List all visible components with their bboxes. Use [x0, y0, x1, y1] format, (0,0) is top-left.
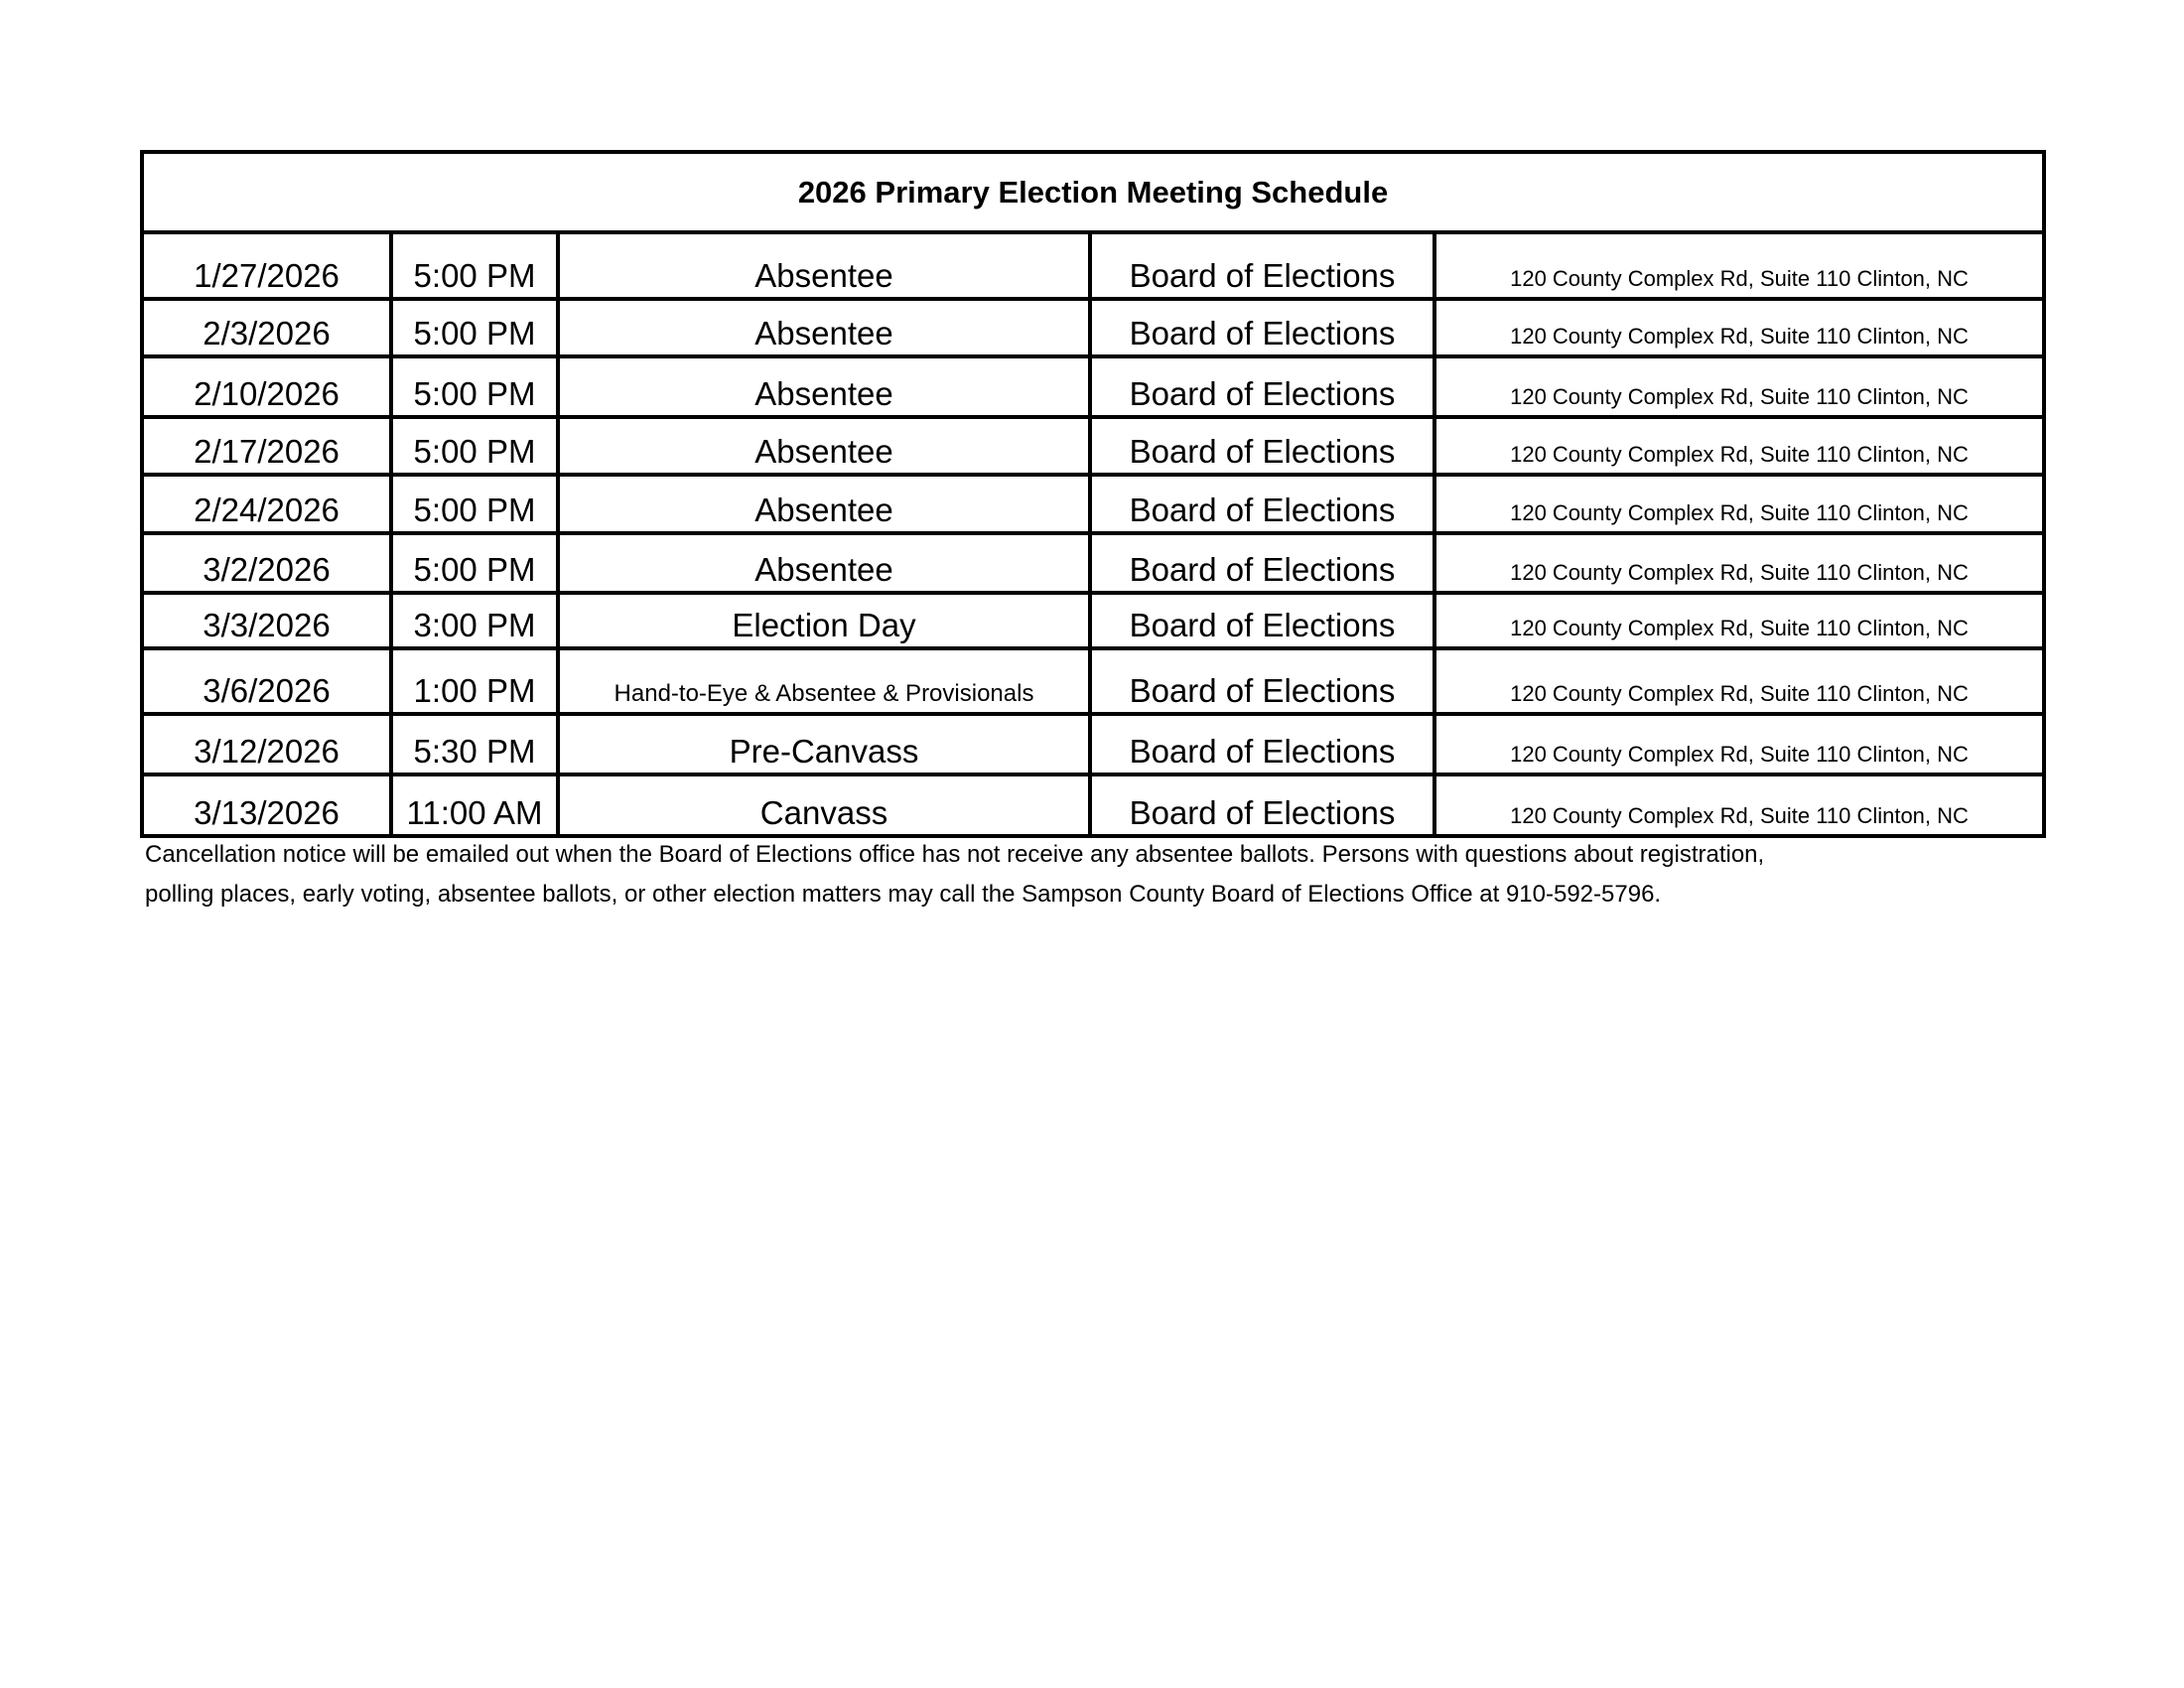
table-row: [142, 417, 2044, 475]
meeting-type: Pre-Canvass: [558, 714, 1090, 774]
meeting-time: 5:00 PM: [391, 299, 558, 356]
meeting-type: Canvass: [558, 774, 1090, 836]
meeting-date: 3/3/2026: [142, 593, 391, 648]
table-row: [142, 593, 2044, 648]
table-row: [142, 356, 2044, 417]
meeting-date: 3/13/2026: [142, 774, 391, 836]
meeting-address: 120 County Complex Rd, Suite 110 Clinton, NC: [1434, 417, 2044, 475]
meeting-time: 5:00 PM: [391, 356, 558, 417]
meeting-time: 11:00 AM: [391, 774, 558, 836]
meeting-date: 2/10/2026: [142, 356, 391, 417]
meeting-time: 5:00 PM: [391, 475, 558, 533]
meeting-date: 2/3/2026: [142, 299, 391, 356]
meeting-type: Election Day: [558, 593, 1090, 648]
meeting-date: 3/2/2026: [142, 533, 391, 593]
table-row: [142, 299, 2044, 356]
meeting-type: Absentee: [558, 533, 1090, 593]
meeting-location: Board of Elections: [1090, 417, 1434, 475]
meeting-address: 120 County Complex Rd, Suite 110 Clinton, NC: [1434, 593, 2044, 648]
meeting-time: 5:00 PM: [391, 417, 558, 475]
meeting-type: Hand-to-Eye & Absentee & Provisionals: [558, 648, 1090, 714]
meeting-date: 2/17/2026: [142, 417, 391, 475]
meeting-type: Absentee: [558, 475, 1090, 533]
meeting-time: 5:00 PM: [391, 232, 558, 299]
table-row: [142, 232, 2044, 299]
meeting-date: 3/12/2026: [142, 714, 391, 774]
meeting-location: Board of Elections: [1090, 714, 1434, 774]
meeting-address: 120 County Complex Rd, Suite 110 Clinton, NC: [1434, 714, 2044, 774]
meeting-location: Board of Elections: [1090, 232, 1434, 299]
meeting-location: Board of Elections: [1090, 475, 1434, 533]
meeting-address: 120 County Complex Rd, Suite 110 Clinton, NC: [1434, 356, 2044, 417]
meeting-address: 120 County Complex Rd, Suite 110 Clinton, NC: [1434, 232, 2044, 299]
meeting-time: 5:00 PM: [391, 533, 558, 593]
meeting-address: 120 County Complex Rd, Suite 110 Clinton, NC: [1434, 299, 2044, 356]
meeting-type: Absentee: [558, 356, 1090, 417]
meeting-address: 120 County Complex Rd, Suite 110 Clinton, NC: [1434, 475, 2044, 533]
meeting-location: Board of Elections: [1090, 299, 1434, 356]
meeting-date: 2/24/2026: [142, 475, 391, 533]
meeting-address: 120 County Complex Rd, Suite 110 Clinton, NC: [1434, 648, 2044, 714]
meeting-time: 1:00 PM: [391, 648, 558, 714]
meeting-address: 120 County Complex Rd, Suite 110 Clinton, NC: [1434, 774, 2044, 836]
meeting-location: Board of Elections: [1090, 533, 1434, 593]
meeting-date: 1/27/2026: [142, 232, 391, 299]
meeting-type: Absentee: [558, 232, 1090, 299]
meeting-time: 5:30 PM: [391, 714, 558, 774]
schedule-title: 2026 Primary Election Meeting Schedule: [142, 152, 2044, 232]
table-title-row: [142, 152, 2044, 232]
meeting-time: 3:00 PM: [391, 593, 558, 648]
table-row: [142, 714, 2044, 774]
meeting-date: 3/6/2026: [142, 648, 391, 714]
meeting-type: Absentee: [558, 299, 1090, 356]
meeting-location: Board of Elections: [1090, 774, 1434, 836]
meeting-address: 120 County Complex Rd, Suite 110 Clinton, NC: [1434, 533, 2044, 593]
table-row: [142, 475, 2044, 533]
table-row: [142, 533, 2044, 593]
table-row: [142, 648, 2044, 714]
contact-note: polling places, early voting, absentee ballots, or other election matters may call the Sampson County Board of Elections Office at 910-592-5796.: [145, 881, 1662, 908]
meeting-type: Absentee: [558, 417, 1090, 475]
cancellation-note: Cancellation notice will be emailed out when the Board of Elections office has not receive any absentee ballots. Persons with questions about registration,: [145, 841, 1765, 868]
meeting-location: Board of Elections: [1090, 356, 1434, 417]
meeting-location: Board of Elections: [1090, 648, 1434, 714]
meeting-location: Board of Elections: [1090, 593, 1434, 648]
table-row: [142, 774, 2044, 836]
meeting-schedule-table: [140, 150, 2046, 838]
